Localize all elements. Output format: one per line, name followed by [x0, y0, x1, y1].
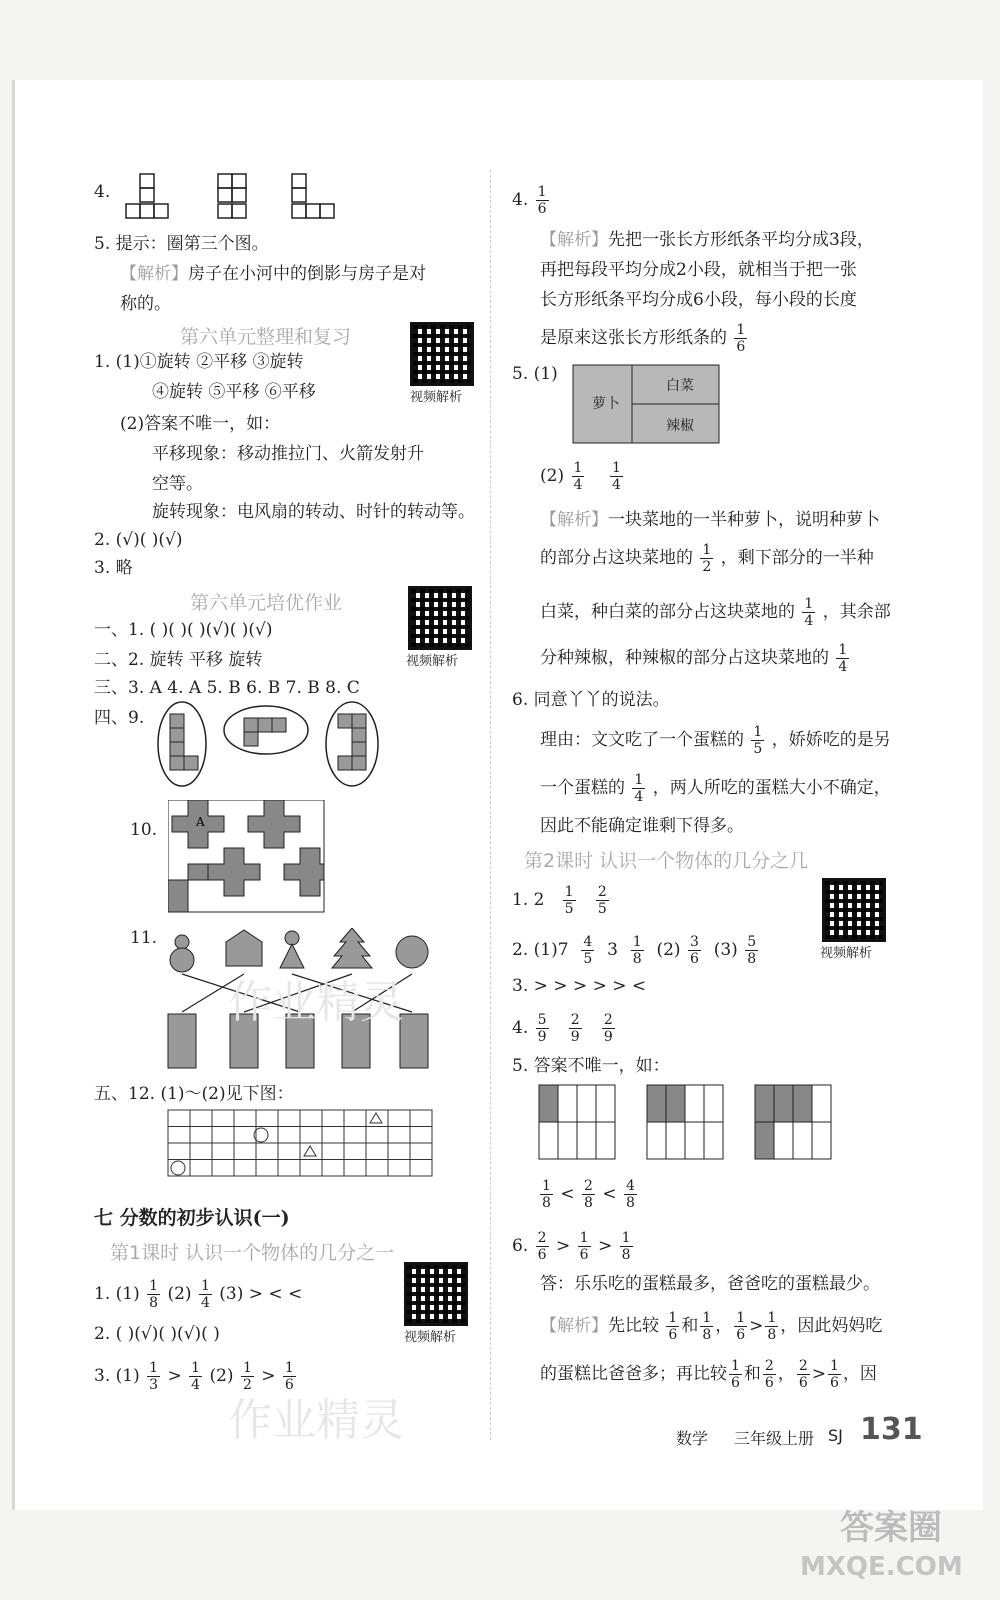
- fraction: $\frac{1}{6}$: [830, 1358, 839, 1391]
- qr-label: 视频解析: [410, 390, 463, 405]
- p5-fraction-grids: [538, 1084, 838, 1164]
- fraction: $\frac{1}{4}$: [191, 1360, 201, 1393]
- fraction: $\frac{1}{6}$: [537, 184, 547, 217]
- fraction: $\frac{1}{2}$: [242, 1360, 252, 1393]
- p6-he: 和: [743, 1364, 761, 1384]
- q5-hint: 5. 提示：圈第三个图。: [94, 234, 269, 254]
- p4-label: 4.: [512, 1018, 529, 1038]
- p1-label: 1. 2: [512, 890, 545, 910]
- fraction: $\frac{4}{8}$: [625, 1178, 635, 1211]
- fraction: $\frac{1}{8}$: [767, 1310, 777, 1343]
- review-1-line1: 1. (1)①旋转 ②平移 ③旋转: [94, 352, 304, 372]
- review-1-line6: 旋转现象：电风扇的转动、时针的转动等。: [152, 502, 475, 522]
- fraction: $\frac{2}{8}$: [583, 1178, 593, 1211]
- p2-part3: (2): [656, 940, 681, 960]
- r-q5-analysis-3b: ，其余部: [822, 602, 891, 622]
- fraction: $\frac{1}{2}$: [702, 542, 712, 575]
- p6-comma: ，: [777, 1364, 795, 1384]
- review-1-line2: ④旋转 ⑤平移 ⑥平移: [152, 382, 316, 402]
- p6-analysis-2: 的蛋糕比爸爸多；再比较: [540, 1364, 727, 1384]
- fraction: $\frac{2}{6}$: [764, 1358, 774, 1391]
- l2: 2. ( )(√)( )(√)( ): [94, 1324, 220, 1344]
- r-q6-reason-1: 理由：文文吃了一个蛋糕的: [540, 730, 744, 750]
- fraction: $\frac{1}{8}$: [542, 1178, 551, 1211]
- fraction: $\frac{1}{6}$: [579, 1230, 589, 1263]
- p6-analysis-1: 先比较: [608, 1316, 659, 1336]
- r-q5-label: 5. (1): [512, 364, 558, 384]
- hw-10-mark: A: [196, 815, 205, 829]
- q4-label: 4.: [94, 182, 111, 202]
- hw-10-label: 10.: [130, 820, 158, 840]
- gt-sign: >: [811, 1364, 827, 1384]
- lesson-1-title: 第1课时 认识一个物体的几分之一: [110, 1242, 395, 1264]
- r-q5-2: (2): [540, 466, 565, 486]
- gt-sign: >: [597, 1236, 613, 1256]
- review-1-line3: (2)答案不唯一，如：: [120, 414, 281, 434]
- column-divider: [490, 170, 492, 1440]
- r-q5-pepper: 辣椒: [666, 418, 694, 434]
- lt-sign: <: [560, 1184, 575, 1204]
- r-q6-reason-1b: ，娇娇吃的是另: [771, 730, 891, 750]
- analysis-tag: 【解析】: [540, 1316, 608, 1336]
- qr-code[interactable]: [404, 1262, 468, 1326]
- r-q6-reason-3: 因此不能确定谁剩下得多。: [540, 816, 744, 836]
- fraction: $\frac{1}{5}$: [753, 724, 763, 757]
- hw-9-label: 四、9.: [94, 708, 145, 728]
- fraction: $\frac{1}{4}$: [804, 596, 814, 629]
- footer-edition: SJ: [828, 1426, 843, 1445]
- fraction: $\frac{1}{4}$: [838, 642, 848, 675]
- qr-label: 视频解析: [406, 654, 459, 669]
- fraction: $\frac{1}{3}$: [149, 1360, 159, 1393]
- fraction: $\frac{2}{9}$: [603, 1012, 613, 1045]
- l3-label: 3. (1): [94, 1366, 140, 1386]
- hw-12-grid: [166, 1108, 436, 1180]
- fraction: $\frac{1}{6}$: [668, 1310, 678, 1343]
- fraction: $\frac{1}{5}$: [564, 884, 574, 917]
- fraction: $\frac{5}{8}$: [747, 934, 757, 967]
- r-q5-analysis-4: 分种辣椒，种辣椒的部分占这块菜地的: [540, 648, 829, 668]
- watermark-text: 作业精灵: [228, 977, 404, 1028]
- hw-2: 二、2. 旋转 平移 旋转: [94, 650, 263, 670]
- hw-10-tessellation: [168, 800, 328, 920]
- r-q5-cabbage: 白菜: [666, 378, 694, 394]
- r-q4-analysis-2: 再把每段平均分成2小段，就相当于把一张: [540, 260, 857, 280]
- r-q4-analysis-1: 先把一张长方形纸条平均分成3段，: [608, 230, 874, 250]
- fraction: $\frac{1}{6}$: [731, 1358, 740, 1391]
- p6-he: 和: [681, 1316, 699, 1336]
- section-title-homework: 第六单元培优作业: [190, 592, 343, 614]
- r-q5-analysis-2: 的部分占这块菜地的: [540, 548, 693, 568]
- fraction: $\frac{3}{6}$: [689, 934, 699, 967]
- fraction: $\frac{2}{6}$: [798, 1358, 808, 1391]
- watermark-text: 作业精灵: [228, 1395, 404, 1446]
- hw-1: 一、1. ( )( )( )(√)( )(√): [94, 620, 273, 640]
- r-q4-analysis-4: 是原来这张长方形纸条的: [540, 328, 727, 348]
- review-1-line5: 空等。: [152, 474, 203, 494]
- page-number: 131: [860, 1412, 923, 1447]
- gt-sign: >: [555, 1236, 571, 1256]
- analysis-tag: 【解析】: [120, 264, 188, 284]
- p6-analysis-1b: ，因此妈妈吃: [780, 1316, 883, 1336]
- p6-comma: ，: [715, 1316, 733, 1336]
- lesson-2-title: 第2课时 认识一个物体的几分之几: [524, 850, 809, 872]
- fraction: $\frac{1}{8}$: [621, 1230, 631, 1263]
- chapter-7-title: 七 分数的初步认识(一): [94, 1207, 290, 1229]
- fraction: $\frac{2}{6}$: [537, 1230, 547, 1263]
- p6-analysis-2b: ，因: [842, 1364, 877, 1384]
- l1-label: 1. (1): [94, 1284, 140, 1304]
- fraction: $\frac{1}{6}$: [736, 322, 746, 355]
- gt-sign: >: [261, 1366, 276, 1386]
- q4-shapes: [124, 172, 344, 224]
- fraction: $\frac{1}{4}$: [200, 1278, 210, 1311]
- fraction: $\frac{2}{9}$: [570, 1012, 580, 1045]
- hw-9-shapes: [156, 700, 396, 790]
- fraction: $\frac{1}{4}$: [634, 772, 644, 805]
- hw-3: 三、3. A 4. A 5. B 6. B 7. B 8. C: [94, 678, 360, 698]
- p6-answer: 答：乐乐吃的蛋糕最多，爸爸吃的蛋糕最少。: [540, 1274, 880, 1294]
- qr-code[interactable]: [408, 586, 472, 650]
- fraction: $\frac{1}{4}$: [573, 460, 583, 493]
- r-q5-carrot: 萝卜: [592, 396, 620, 412]
- qr-label: 视频解析: [404, 1330, 457, 1345]
- gt-sign: >: [749, 1316, 764, 1336]
- lt-sign: <: [602, 1184, 617, 1204]
- fraction: $\frac{4}{5}$: [583, 934, 593, 967]
- fraction: $\frac{5}{9}$: [537, 1012, 547, 1045]
- section-title-review: 第六单元整理和复习: [180, 326, 352, 348]
- r-q4-label: 4.: [512, 190, 529, 210]
- fraction: $\frac{1}{6}$: [284, 1360, 294, 1393]
- r-q6-reason-2: 一个蛋糕的: [540, 778, 625, 798]
- l3-part2: (2): [209, 1366, 234, 1386]
- fraction: $\frac{1}{8}$: [702, 1310, 712, 1343]
- review-1-line4: 平移现象：移动推拉门、火箭发射升: [152, 444, 424, 464]
- fraction: $\frac{2}{5}$: [597, 884, 607, 917]
- qr-code[interactable]: [822, 878, 886, 942]
- brand-watermark: 答案圈: [840, 1508, 942, 1548]
- p6-label: 6.: [512, 1236, 529, 1256]
- review-2: 2. (√)( )(√): [94, 530, 183, 550]
- p2-part2: 3: [607, 940, 618, 960]
- fraction: $\frac{1}{6}$: [736, 1310, 746, 1343]
- r-q5-analysis-3: 白菜，种白菜的部分占这块菜地的: [540, 602, 795, 622]
- r-q6: 6. 同意丫丫的说法。: [512, 690, 670, 710]
- p3: 3. > > > > > <: [512, 976, 647, 996]
- fraction: $\frac{1}{8}$: [632, 934, 642, 967]
- r-q4-analysis-3: 长方形纸条平均分成6小段，每小段的长度: [540, 290, 857, 310]
- site-watermark: MXQE.COM: [800, 1552, 963, 1582]
- l1-part3: (3) > < <: [219, 1284, 303, 1304]
- p2-label: 2. (1)7: [512, 940, 569, 960]
- qr-code[interactable]: [410, 322, 474, 386]
- r-q6-reason-2b: ，两人所吃的蛋糕大小不确定，: [652, 778, 891, 798]
- p5: 5. 答案不唯一，如：: [512, 1056, 670, 1076]
- q5-analysis-1: 房子在小河中的倒影与房子是对: [188, 264, 426, 284]
- fraction: $\frac{1}{4}$: [612, 460, 621, 493]
- qr-label: 视频解析: [820, 946, 873, 961]
- r-q5-analysis-2b: ，剩下部分的一半种: [720, 548, 874, 568]
- analysis-tag: 【解析】: [540, 230, 608, 250]
- review-3: 3. 略: [94, 558, 133, 578]
- hw-11-label: 11.: [130, 928, 158, 948]
- analysis-tag: 【解析】: [540, 510, 608, 530]
- fraction: $\frac{1}{8}$: [149, 1278, 159, 1311]
- r-q5-analysis-1: 一块菜地的一半种萝卜，说明种萝卜: [608, 510, 880, 530]
- p2-part4: (3): [713, 940, 738, 960]
- l1-part2: (2): [167, 1284, 192, 1304]
- q5-analysis-2: 称的。: [120, 294, 171, 314]
- gt-sign: >: [167, 1366, 182, 1386]
- hw-12: 五、12. (1)～(2)见下图：: [94, 1084, 294, 1104]
- footer-subject: 数学: [676, 1429, 709, 1448]
- footer-grade: 三年级上册: [734, 1429, 815, 1448]
